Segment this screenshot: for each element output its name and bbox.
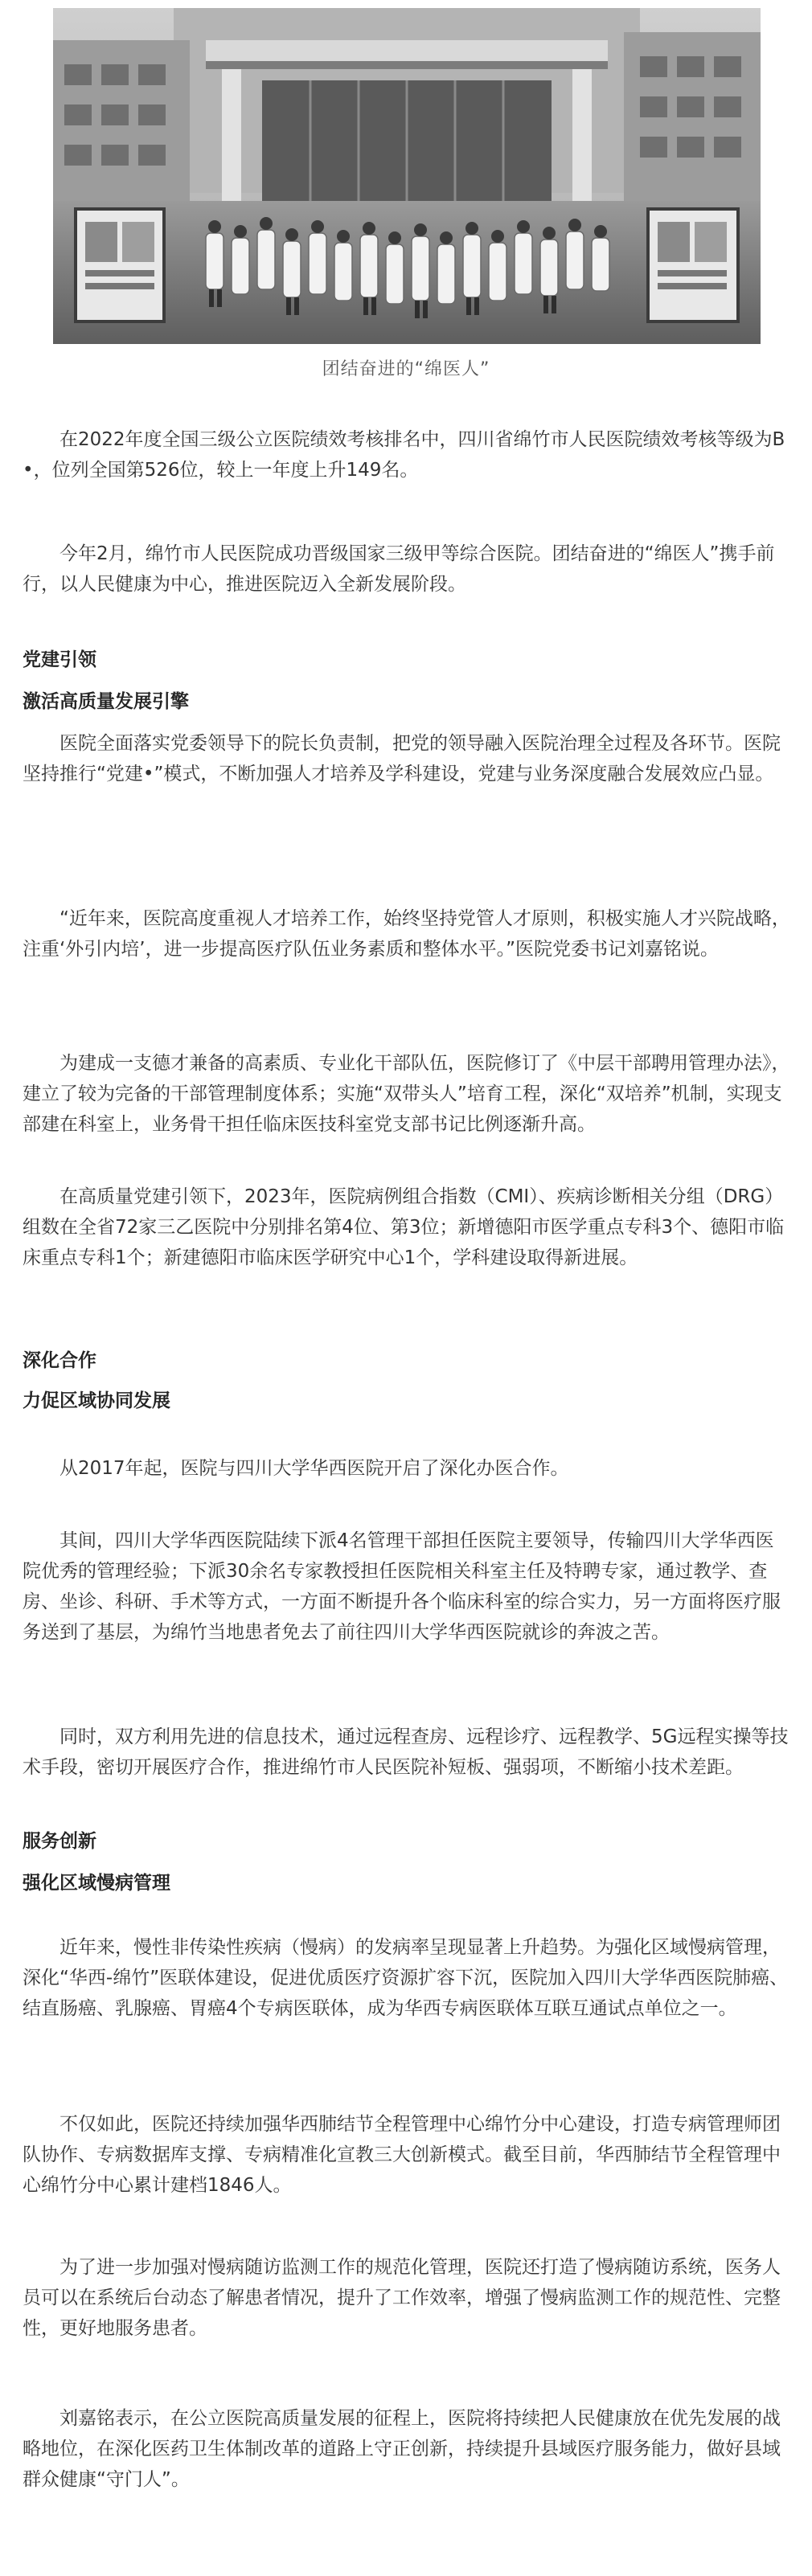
section1-heading: 党建引领 [23,649,96,670]
section1-paragraph-4: 在高质量党建引领下，2023年，医院病例组合指数（CMI）、疾病诊断相关分组（DRG）组数在全省72家三乙医院中分别排名第4位、第3位；新增德阳市医学重点专科3个、德阳市临床重点专科1个；新建德阳市临床医学研究中心1个，学科建设取得新进展。 [23,1186,785,1268]
section2-subheading: 力促区域协同发展 [23,1390,170,1411]
section3-paragraph-2: 不仅如此，医院还持续加强华西肺结节全程管理中心绵竹分中心建设，打造专病管理师团队协作、专病数据库支撑、专病精准化宣教三大创新模式。截至目前，华西肺结节全程管理中心绵竹分中心累计建档1846人。 [23,2114,781,2196]
section1-subheading: 激活高质量发展引擎 [23,691,189,712]
photo-caption: 团结奋进的“绵医人” [322,359,490,379]
intro-paragraph-1: 在2022年度全国三级公立医院绩效考核排名中，四川省绵竹市人民医院绩效考核等级为B •，位列全国第526位，较上一年度上升149名。 [23,429,785,481]
section3-paragraph-1: 近年来，慢性非传染性疾病（慢病）的发病率呈现显著上升趋势。为强化区域慢病管理，深化“华西-绵竹”医联体建设，促进优质医疗资源扩容下沉，医院加入四川大学华西医院肺癌、结直肠癌、乳腺癌、胃癌4个专病医联体，成为华西专病医联体互联互通试点单位之一。 [23,1937,789,2019]
section3-heading: 服务创新 [23,1831,96,1852]
section2-heading: 深化合作 [23,1350,96,1371]
section1-paragraph-2: “近年来，医院高度重视人才培养工作，始终坚持党管人才原则，积极实施人才兴院战略，注重‘外引内培’，进一步提高医疗队伍业务素质和整体水平。”医院党委书记刘嘉铭说。 [23,908,790,960]
section3-paragraph-4: 刘嘉铭表示，在公立医院高质量发展的征程上，医院将持续把人民健康放在优先发展的战略地位，在深化医药卫生体制改革的道路上守正创新，持续提升县域医疗服务能力，做好县域群众健康“守门人”。 [23,2408,781,2490]
intro-paragraph-2: 今年2月，绵竹市人民医院成功晋级国家三级甲等综合医院。团结奋进的“绵医人”携手前行，以人民健康为中心，推进医院迈入全新发展阶段。 [23,543,775,595]
hero-photo [53,8,761,344]
section1-paragraph-3: 为建成一支德才兼备的高素质、专业化干部队伍，医院修订了《中层干部聘用管理办法》，建立了较为完备的干部管理制度体系；实施“双带头人”培育工程，深化“双培养”机制，实现支部建在科室上，业务骨干担任临床医技科室党支部书记比例逐渐升高。 [23,1053,790,1135]
section3-paragraph-3: 为了进一步加强对慢病随访监测工作的规范化管理，医院还打造了慢病随访系统，医务人员可以在系统后台动态了解患者情况，提升了工作效率，增强了慢病监测工作的规范性、完整性，更好地服务患者。 [23,2257,781,2339]
section2-paragraph-1: 从2017年起，医院与四川大学华西医院开启了深化办医合作。 [59,1458,569,1479]
section3-subheading: 强化区域慢病管理 [23,1873,170,1894]
group-photo-icon [53,8,761,344]
section2-paragraph-3: 同时，双方利用先进的信息技术，通过远程查房、远程诊疗、远程教学、5G远程实操等技术手段，密切开展医疗合作，推进绵竹市人民医院补短板、强弱项，不断缩小技术差距。 [23,1726,789,1778]
section1-paragraph-1: 医院全面落实党委领导下的院长负责制，把党的领导融入医院治理全过程及各环节。医院坚持推行“党建•”模式，不断加强人才培养及学科建设，党建与业务深度融合发展效应凸显。 [23,733,781,784]
section2-paragraph-2: 其间，四川大学华西医院陆续下派4名管理干部担任医院主要领导，传输四川大学华西医院优秀的管理经验；下派30余名专家教授担任医院相关科室主任及特聘专家，通过教学、查房、坐诊、科研、手术等方式，一方面不断提升各个临床科室的综合实力，另一方面将医疗服务送到了基层，为绵竹当地患者免去了前往四川大学华西医院就诊的奔波之苦。 [23,1530,781,1643]
